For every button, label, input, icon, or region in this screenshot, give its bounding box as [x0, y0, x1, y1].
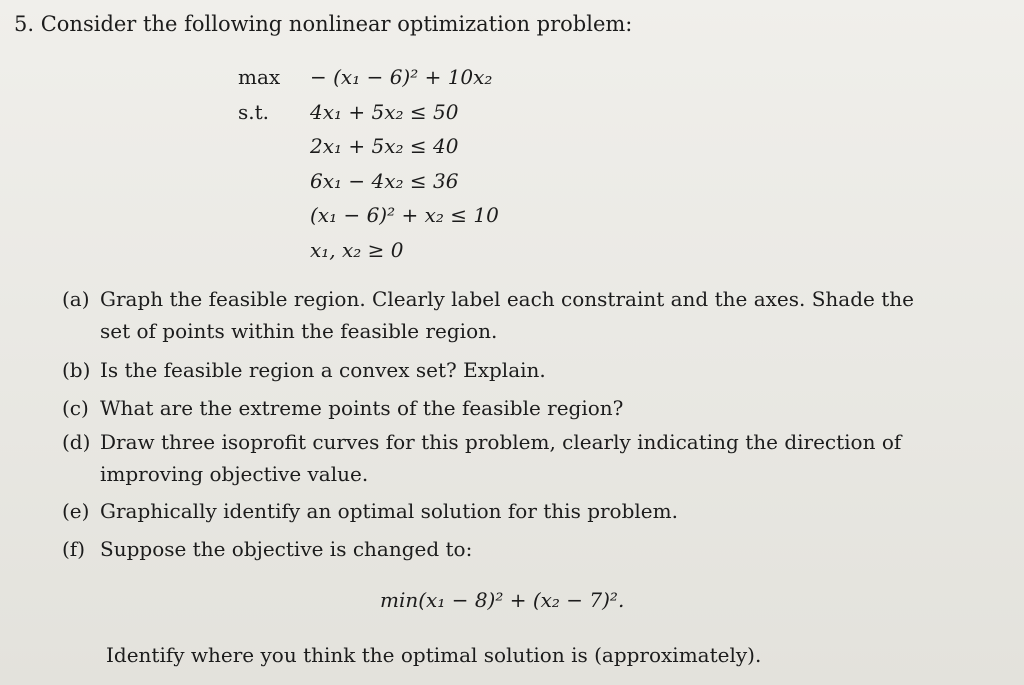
part-label: (f): [62, 537, 86, 561]
nonnegativity-expression: x₁, x₂ ≥ 0: [310, 237, 404, 262]
part-label: (a): [62, 287, 90, 311]
objective-expression: − (x₁ − 6)² + 10x₂: [310, 65, 493, 89]
closing-instruction: Identify where you think the optimal solution is (approximately).: [106, 643, 762, 667]
part-label: (b): [62, 358, 91, 382]
part-text: Is the feasible region a convex set? Explain.: [100, 358, 546, 382]
part-text: What are the extreme points of the feasible region?: [100, 396, 624, 420]
part-label: (c): [62, 396, 89, 420]
part-e: [62, 495, 922, 533]
part-text: Graphically identify an optimal solution for this problem.: [100, 499, 678, 523]
question-parts: [62, 283, 922, 567]
part-d: [62, 426, 922, 495]
part-label: (d): [62, 430, 91, 454]
constraint-expression: 6x₁ − 4x₂ ≤ 36: [310, 168, 459, 193]
part-f: [62, 533, 922, 567]
part-text: Draw three isoprofit curves for this problem, clearly indicating the direction of improving objective value.: [100, 430, 902, 486]
constraint-expression: 4x₁ + 5x₂ ≤ 50: [310, 99, 459, 124]
constraint-expression: (x₁ − 6)² + x₂ ≤ 10: [310, 203, 499, 227]
part-a: [62, 283, 922, 354]
objective-label: max: [238, 65, 281, 89]
new-objective-formula: min(x₁ − 8)² + (x₂ − 7)².: [380, 588, 625, 612]
constraint-expression: 2x₁ + 5x₂ ≤ 40: [310, 134, 459, 158]
part-label: (e): [62, 499, 90, 523]
subject-to-label: s.t.: [238, 99, 270, 124]
part-b: [62, 354, 922, 392]
part-text: Suppose the objective is changed to:: [100, 537, 473, 561]
part-c: [62, 392, 922, 426]
part-text: Graph the feasible region. Clearly label each constraint and the axes. Shade the set of points within the feasible region.: [100, 287, 914, 343]
problem-title: 5. Consider the following nonlinear optimization problem:: [14, 12, 633, 36]
